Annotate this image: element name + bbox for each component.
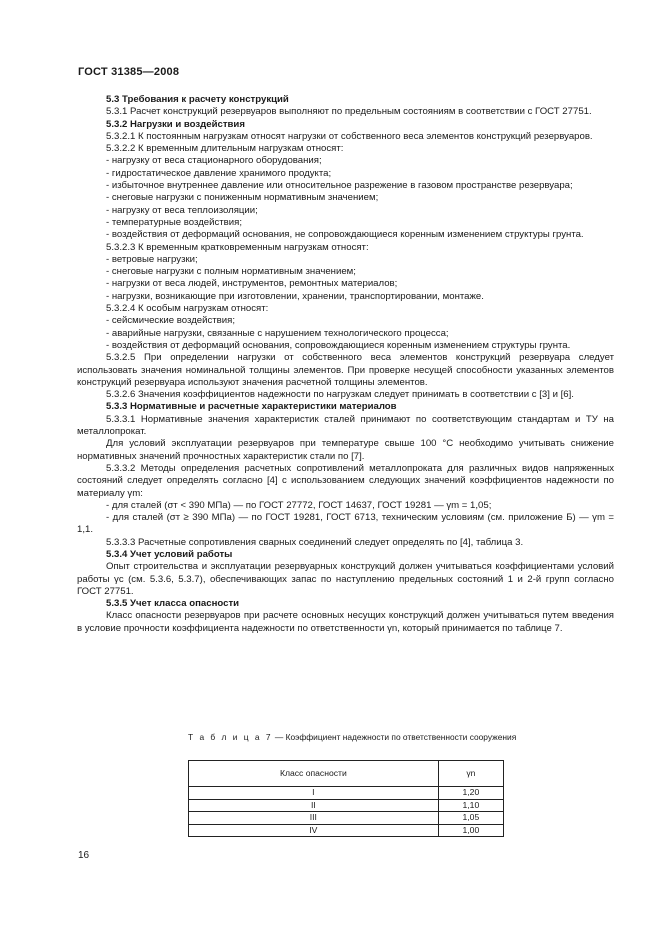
list-item: - для сталей (σт < 390 МПа) — по ГОСТ 27772, ГОСТ 14637, ГОСТ 19281 — γm = 1,05; xyxy=(106,499,492,511)
list-item: - нагрузки, возникающие при изготовлении, хранении, транспортировании, монтаже. xyxy=(106,290,484,302)
paragraph: 5.3.2.6 Значения коэффициентов надежности по нагрузкам следует принимать в соответствии с [3] и [6]. xyxy=(106,389,574,401)
coefficient-cell: 1,20 xyxy=(438,787,503,800)
section-heading: 5.3.4 Учет условий работы xyxy=(106,548,233,560)
page-number: 16 xyxy=(78,850,90,861)
list-item: - нагрузки от веса людей, инструментов, ремонтных материалов; xyxy=(106,278,398,290)
coefficient-cell: 1,05 xyxy=(438,812,503,825)
list-item: - температурные воздействия; xyxy=(106,216,242,228)
paragraph: 5.3.2.5 При определении нагрузки от собственного веса элементов конструкций резервуара следует использовать значения номинальной толщины элементов. При проверке несущей способности указанных элементов конструкций резервуара используют значения расчетной толщины элементов. xyxy=(77,352,614,388)
list-item: - нагрузку от веса теплоизоляции; xyxy=(106,204,258,216)
paragraph: 5.3.3.3 Расчетные сопротивления сварных соединений следует определять по [4], таблица 3. xyxy=(106,536,524,548)
paragraph: - воздействия от деформаций основания, сопровождающиеся коренным изменением структуры грунта. xyxy=(106,339,571,351)
paragraph: Опыт строительства и эксплуатации резервуарных конструкций должен учитываться коэффициентами условий работы γc (см. 5.3.6, 5.3.7), обеспечивающих запас по наступлению предельных состояний 1 и 2-й групп согласно ГОСТ 27751. xyxy=(77,561,614,597)
list-item: - нагрузку от веса стационарного оборудования; xyxy=(106,155,322,167)
list-item: - сейсмические воздействия; xyxy=(106,315,235,327)
column-header-hazard-class: Класс опасности xyxy=(189,761,439,787)
paragraph: - воздействия от деформаций основания, не сопровождающиеся коренным изменением структуры грунта. xyxy=(106,229,584,241)
table-header-row xyxy=(189,761,504,787)
section-heading: 5.3 Требования к расчету конструкций xyxy=(106,94,289,105)
paragraph: 5.3.3.1 Нормативные значения характеристик сталей принимают по соответствующим стандартам и ТУ на металлопрокат. xyxy=(77,413,614,438)
coefficient-cell: 1,00 xyxy=(438,824,503,837)
section-heading: 5.3.3 Нормативные и расчетные характеристики материалов xyxy=(106,401,397,413)
table-row xyxy=(189,787,504,800)
document-body xyxy=(77,94,614,635)
reliability-coefficient-table xyxy=(188,760,504,837)
list-item: - снеговые нагрузки с пониженным нормативным значением; xyxy=(106,192,379,204)
paragraph: 5.3.2.3 К временным кратковременным нагрузкам относят: xyxy=(106,241,369,253)
paragraph: 5.3.1 Расчет конструкций резервуаров выполняют по предельным состояниям в соответствии с ГОСТ 27751. xyxy=(106,106,592,118)
table-row xyxy=(189,824,504,837)
paragraph: - избыточное внутреннее давление или относительное разрежение в газовом пространстве резервуара; xyxy=(106,180,573,192)
list-item: - снеговые нагрузки с полным нормативным значением; xyxy=(106,266,356,278)
table-caption-text: — Коэффициент надежности по ответственности сооружения xyxy=(272,732,517,742)
section-heading: 5.3.5 Учет класса опасности xyxy=(106,598,240,610)
paragraph: 5.3.2.1 К постоянным нагрузкам относят нагрузки от собственного веса элементов конструкций резервуаров. xyxy=(106,130,593,142)
table-row xyxy=(189,799,504,812)
standard-header: ГОСТ 31385—2008 xyxy=(78,66,180,78)
list-item: - ветровые нагрузки; xyxy=(106,253,198,265)
table-caption xyxy=(188,732,518,743)
column-header-gamma-n: γn xyxy=(438,761,503,787)
hazard-class-cell: II xyxy=(189,799,439,812)
paragraph: 5.3.2.2 К временным длительным нагрузкам относят: xyxy=(106,143,344,155)
hazard-class-cell: IV xyxy=(189,824,439,837)
paragraph: 5.3.2.4 К особым нагрузкам относят: xyxy=(106,303,269,315)
section-heading: 5.3.2 Нагрузки и воздействия xyxy=(106,118,245,130)
hazard-class-cell: I xyxy=(189,787,439,800)
list-item: - аварийные нагрузки, связанные с нарушением технологического процесса; xyxy=(106,327,449,339)
hazard-class-cell: III xyxy=(189,812,439,825)
paragraph: - для сталей (σт ≥ 390 МПа) — по ГОСТ 19281, ГОСТ 6713, техническим условиям (см. приложение Б) — γm = 1,1. xyxy=(77,512,614,536)
table-label: Т а б л и ц а 7 xyxy=(188,732,273,742)
table-row xyxy=(189,812,504,825)
paragraph: Для условий эксплуатации резервуаров при температуре свыше 100 °С необходимо учитывать снижение нормативных значений прочностных характеристик стали по [7]. xyxy=(77,438,614,462)
coefficient-cell: 1,10 xyxy=(438,799,503,812)
list-item: - гидростатическое давление хранимого продукта; xyxy=(106,167,332,179)
paragraph: Класс опасности резервуаров при расчете основных несущих конструкций должен учитываться путем введения в условие прочности коэффициента надежности по ответственности γn, который принимается по таблице 7. xyxy=(77,610,614,634)
paragraph: 5.3.3.2 Методы определения расчетных сопротивлений металлопроката для различных видов напряженных состояний следует определять согласно [4] с использованием следующих значений коэффициентов надежности по материалу γm: xyxy=(77,462,614,499)
